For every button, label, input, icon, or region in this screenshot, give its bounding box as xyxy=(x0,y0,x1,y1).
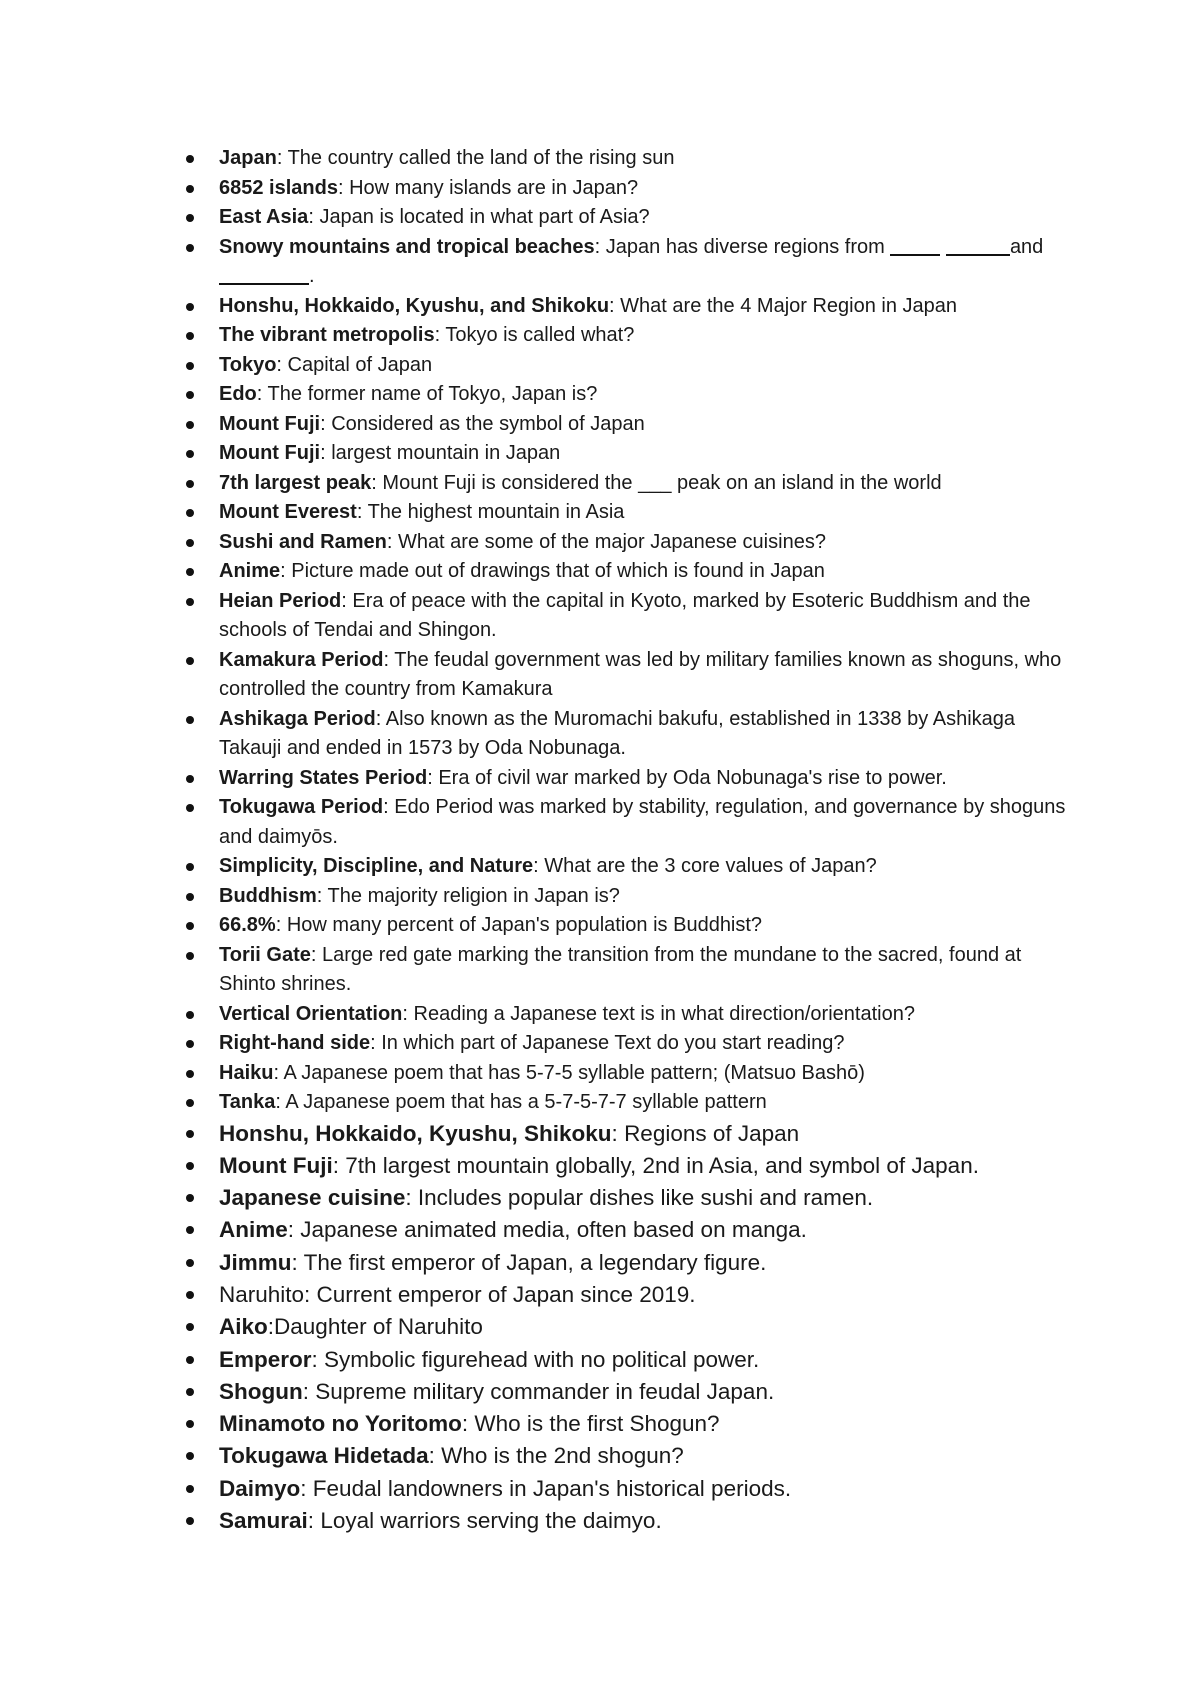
list-item xyxy=(186,439,1066,469)
term-separator: : xyxy=(280,560,292,582)
term-separator: : xyxy=(276,353,288,376)
bullet-icon xyxy=(186,1040,194,1048)
bullet-icon xyxy=(186,509,194,517)
list-item xyxy=(186,1059,1066,1089)
term-label: Heian Period xyxy=(219,589,342,612)
term-definition: Who is the 2nd shogun? xyxy=(441,1443,684,1469)
list-item xyxy=(186,882,1066,912)
bullet-icon xyxy=(186,332,194,340)
term-label: 66.8% xyxy=(219,914,276,936)
term-label: Aiko xyxy=(219,1314,268,1340)
term-definition: Picture made out of drawings that of which is found in Japan xyxy=(291,560,825,582)
term-definition: A Japanese poem that has a 5-7-5-7-7 syllable pattern xyxy=(285,1091,767,1113)
term-definition: Considered as the symbol of Japan xyxy=(331,412,645,435)
term-label: East Asia xyxy=(219,206,309,228)
list-item xyxy=(186,764,1066,794)
term-separator: : xyxy=(405,1185,418,1211)
term-definition: In which part of Japanese Text do you start reading? xyxy=(381,1032,845,1054)
term-separator: : xyxy=(332,1152,346,1178)
bullet-icon xyxy=(186,421,194,429)
term-label: Edo xyxy=(219,383,257,405)
list-item xyxy=(186,1408,1066,1440)
term-label: Anime xyxy=(219,1217,288,1243)
bullet-icon xyxy=(186,1259,194,1267)
list-item xyxy=(186,528,1066,558)
bullet-icon xyxy=(186,450,194,458)
list-item xyxy=(186,1247,1066,1279)
term-separator: : xyxy=(370,1032,382,1054)
bullet-icon xyxy=(186,1388,194,1396)
term-definition: A Japanese poem that has 5-7-5 syllable pattern; (Matsuo Bashō) xyxy=(283,1061,865,1084)
term-definition: 7th largest mountain globally, 2nd in Asia, and symbol of Japan. xyxy=(345,1152,979,1178)
term-definition: Japan has diverse regions from xyxy=(605,235,885,258)
term-separator: : xyxy=(275,914,287,936)
term-definition: What are the 4 Major Region in Japan xyxy=(620,294,958,317)
term-definition: Era of peace with the capital in Kyoto, marked by Esoteric Buddhism and the schools of Tendai and Shingon. xyxy=(219,589,1031,641)
bullet-icon xyxy=(186,568,194,576)
list-item xyxy=(186,380,1066,410)
list-item xyxy=(186,1505,1066,1537)
bullet-icon xyxy=(186,362,194,370)
list-item xyxy=(186,1029,1066,1059)
term-definition: Large red gate marking the transition from the mundane to the sacred, found at Shinto shrines. xyxy=(219,943,1022,995)
term-definition: What are some of the major Japanese cuisines? xyxy=(397,530,826,553)
term-separator: : xyxy=(371,471,383,494)
term-definition: Includes popular dishes like sushi and ramen. xyxy=(417,1185,874,1211)
fill-in-blank xyxy=(890,234,940,256)
bullet-icon xyxy=(186,804,194,812)
term-definition: Naruhito: Current emperor of Japan since 2019. xyxy=(219,1281,696,1307)
bullet-icon xyxy=(186,1356,194,1364)
term-definition: Era of civil war marked by Oda Nobunaga's rise to power. xyxy=(438,766,947,789)
bullet-icon xyxy=(186,244,194,252)
term-definition: largest mountain in Japan xyxy=(331,442,561,464)
term-label: Emperor xyxy=(219,1346,312,1372)
term-definition: Capital of Japan xyxy=(287,353,433,376)
term-separator: : xyxy=(291,1249,304,1275)
bullet-icon xyxy=(186,893,194,901)
term-label: Tokugawa Hidetada xyxy=(219,1443,429,1469)
term-label: Buddhism xyxy=(219,884,317,907)
bullet-icon xyxy=(186,1485,194,1493)
term-label: Haiku xyxy=(219,1061,274,1084)
term-separator: : xyxy=(594,235,606,258)
list-item xyxy=(186,1182,1066,1214)
bullet-icon xyxy=(186,1162,194,1170)
term-separator: : xyxy=(533,855,545,877)
term-separator: : xyxy=(341,589,353,612)
list-item xyxy=(186,911,1066,941)
list-item xyxy=(186,793,1066,852)
list-item xyxy=(186,144,1066,174)
list-item xyxy=(186,1214,1066,1246)
list-item xyxy=(186,1473,1066,1505)
term-separator: : xyxy=(611,1120,625,1146)
blank-connector: and xyxy=(1009,235,1044,258)
list-item xyxy=(186,351,1066,381)
bullet-icon xyxy=(186,657,194,665)
term-separator: : xyxy=(337,176,350,199)
term-separator: : xyxy=(316,884,328,907)
term-label: Tokugawa Period xyxy=(219,796,384,818)
term-label: Mount Fuji xyxy=(219,1152,333,1178)
bullet-icon xyxy=(186,1226,194,1234)
term-definition: Tokyo is called what? xyxy=(445,324,635,346)
bullet-icon xyxy=(186,303,194,311)
bullet-icon xyxy=(186,922,194,930)
bullet-icon xyxy=(186,1130,194,1138)
term-definition: The majority religion in Japan is? xyxy=(327,884,620,907)
term-separator: : xyxy=(428,1443,442,1469)
list-item xyxy=(186,1311,1066,1343)
term-label: Ashikaga Period xyxy=(219,707,376,730)
list-item xyxy=(186,233,1066,292)
term-definition: Japanese animated media, often based on manga. xyxy=(300,1217,807,1243)
term-separator: : xyxy=(308,206,320,228)
term-label: Snowy mountains and tropical beaches xyxy=(219,235,595,258)
term-definition: Who is the first Shogun? xyxy=(474,1411,720,1437)
term-separator: : xyxy=(311,1346,325,1372)
list-item xyxy=(186,174,1066,204)
term-separator: : xyxy=(383,796,395,818)
term-definition: The country called the land of the rising sun xyxy=(287,147,675,169)
term-label: Torii Gate xyxy=(219,943,311,966)
bullet-icon xyxy=(186,539,194,547)
term-separator: : xyxy=(375,707,386,730)
bullet-icon xyxy=(186,952,194,960)
term-label: 7th largest peak xyxy=(219,471,372,494)
list-item xyxy=(186,852,1066,882)
term-definition: The first emperor of Japan, a legendary figure. xyxy=(303,1249,767,1275)
bullet-icon xyxy=(186,1011,194,1019)
term-separator: : xyxy=(320,412,332,435)
term-list xyxy=(186,144,1066,1537)
term-label: Mount Fuji xyxy=(219,442,321,464)
term-definition: Loyal warriors serving the daimyo. xyxy=(320,1508,662,1534)
term-label: 6852 islands xyxy=(219,176,338,199)
term-label: Vertical Orientation xyxy=(219,1002,403,1025)
list-item xyxy=(186,1376,1066,1408)
fill-in-blank xyxy=(219,263,309,285)
list-item xyxy=(186,203,1066,233)
term-definition: Supreme military commander in feudal Japan. xyxy=(315,1378,775,1404)
term-definition: Daughter of Naruhito xyxy=(274,1314,483,1340)
term-definition: Japan is located in what part of Asia? xyxy=(319,206,650,228)
list-item xyxy=(186,1440,1066,1472)
bullet-icon xyxy=(186,1517,194,1525)
bullet-icon xyxy=(186,863,194,871)
term-separator: : xyxy=(302,1378,316,1404)
term-separator: : xyxy=(300,1475,313,1501)
term-definition: How many percent of Japan's population is Buddhist? xyxy=(286,914,763,936)
bullet-icon xyxy=(186,1323,194,1331)
term-label: Daimyo xyxy=(219,1475,301,1501)
term-separator: : xyxy=(276,147,288,169)
term-definition: Regions of Japan xyxy=(624,1120,800,1146)
list-item xyxy=(186,292,1066,322)
term-label: Japan xyxy=(219,147,277,169)
term-separator: : xyxy=(427,766,439,789)
term-separator: : xyxy=(267,1314,275,1340)
term-label: Warring States Period xyxy=(219,766,428,789)
bullet-icon xyxy=(186,185,194,193)
bullet-icon xyxy=(186,214,194,222)
term-label: Shogun xyxy=(219,1378,303,1404)
list-item xyxy=(186,410,1066,440)
term-label: Right-hand side xyxy=(219,1032,371,1054)
list-item xyxy=(186,1344,1066,1376)
bullet-icon xyxy=(186,716,194,724)
list-item xyxy=(186,557,1066,587)
term-label: Mount Everest xyxy=(219,501,357,523)
term-separator: : xyxy=(356,501,368,523)
list-item xyxy=(186,321,1066,351)
list-item xyxy=(186,705,1066,764)
term-separator: : xyxy=(402,1002,414,1025)
term-separator: : xyxy=(310,943,322,966)
term-label: Simplicity, Discipline, and Nature xyxy=(219,855,534,877)
bullet-icon xyxy=(186,480,194,488)
term-label: Samurai xyxy=(219,1508,308,1534)
bullet-icon xyxy=(186,1420,194,1428)
term-label: Honshu, Hokkaido, Kyushu, and Shikoku xyxy=(219,294,610,317)
bullet-icon xyxy=(186,1194,194,1202)
list-item xyxy=(186,587,1066,646)
term-definition: The highest mountain in Asia xyxy=(367,501,625,523)
term-separator: : xyxy=(434,324,446,346)
term-separator: : xyxy=(383,648,395,671)
term-separator: : xyxy=(256,383,268,405)
fill-in-blank xyxy=(946,234,1010,256)
term-separator: : xyxy=(275,1091,286,1113)
term-definition: The feudal government was led by military families known as shoguns, who controlled the country from Kamakura xyxy=(219,648,1062,700)
list-item xyxy=(186,1279,1066,1311)
term-label: Tanka xyxy=(219,1091,276,1113)
term-label: Japanese cuisine xyxy=(219,1185,406,1211)
term-definition: Mount Fuji is considered the ___ peak on an island in the world xyxy=(382,471,942,494)
term-label: Tokyo xyxy=(219,353,277,376)
term-separator: : xyxy=(386,530,398,553)
bullet-icon xyxy=(186,1099,194,1107)
bullet-icon xyxy=(186,598,194,606)
bullet-icon xyxy=(186,775,194,783)
blank-end-punctuation: . xyxy=(309,265,315,287)
term-label: The vibrant metropolis xyxy=(219,324,435,346)
term-definition: What are the 3 core values of Japan? xyxy=(544,855,877,877)
term-definition: Reading a Japanese text is in what direction/orientation? xyxy=(413,1002,915,1025)
term-definition: How many islands are in Japan? xyxy=(349,176,639,199)
term-separator: : xyxy=(287,1217,301,1243)
term-separator: : xyxy=(320,442,332,464)
term-label: Kamakura Period xyxy=(219,648,384,671)
term-label: Sushi and Ramen xyxy=(219,530,387,553)
list-item xyxy=(186,941,1066,1000)
bullet-icon xyxy=(186,1291,194,1299)
term-definition: Edo Period was marked by stability, regulation, and governance by shoguns and daimyōs. xyxy=(219,796,1066,848)
term-separator: : xyxy=(461,1411,475,1437)
list-item xyxy=(186,469,1066,499)
term-label: Anime xyxy=(219,560,281,582)
term-definition: Feudal landowners in Japan's historical periods. xyxy=(312,1475,792,1501)
term-label: Minamoto no Yoritomo xyxy=(219,1411,462,1437)
term-definition: The former name of Tokyo, Japan is? xyxy=(267,383,598,405)
term-definition: Also known as the Muromachi bakufu, established in 1338 by Ashikaga Takauji and ended in 1573 by Oda Nobunaga. xyxy=(219,707,1016,759)
list-item xyxy=(186,498,1066,528)
list-item xyxy=(186,1000,1066,1030)
term-label: Honshu, Hokkaido, Kyushu, Shikoku xyxy=(219,1120,612,1146)
list-item xyxy=(186,1118,1066,1150)
term-separator: : xyxy=(307,1508,321,1534)
list-item xyxy=(186,1088,1066,1118)
bullet-icon xyxy=(186,155,194,163)
list-item xyxy=(186,1150,1066,1182)
term-definition: Symbolic figurehead with no political power. xyxy=(324,1346,760,1372)
bullet-icon xyxy=(186,1452,194,1460)
term-label: Mount Fuji xyxy=(219,412,321,435)
bullet-icon xyxy=(186,391,194,399)
bullet-icon xyxy=(186,1070,194,1078)
term-separator: : xyxy=(609,294,621,317)
term-label: Jimmu xyxy=(219,1249,292,1275)
term-separator: : xyxy=(273,1061,284,1084)
list-item xyxy=(186,646,1066,705)
